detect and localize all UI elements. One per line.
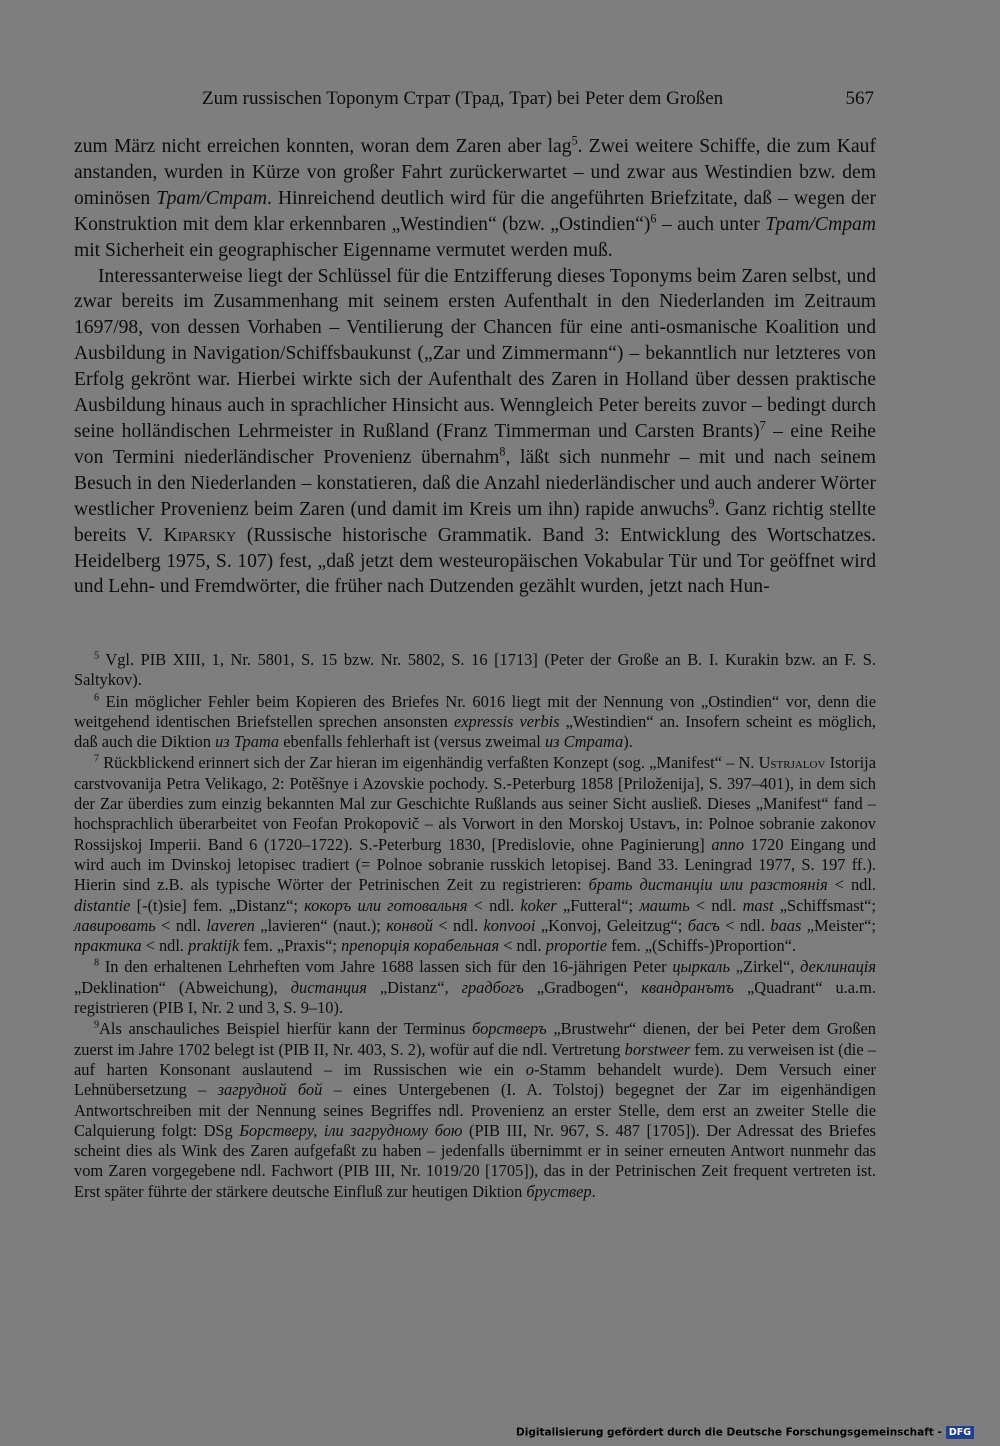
cyrillic-term: препорція корабельная xyxy=(341,936,500,956)
text-run: In den erhaltenen Lehrheften vom Jahre 1688 lassen sich für den 16-jährigen Peter xyxy=(99,957,673,977)
text-run: zum März nicht erreichen konnten, woran dem Zaren aber lag xyxy=(74,136,572,157)
text-run: < ndl. xyxy=(719,915,771,935)
dutch-term: proportie xyxy=(545,936,607,956)
author-name: Kiparsky xyxy=(163,524,237,546)
text-run: ebenfalls fehlerhaft ist (versus zweimal xyxy=(279,732,545,752)
text-run: Vgl. PIB XIII, 1, Nr. 5801, S. 15 bzw. Nr. 5802, S. 16 [1713] (Peter der Große an B. I. Kurakin bzw. an F. S. Saltykov). xyxy=(74,650,876,690)
text-run: [-(t)sie] fem. „Distanz“; xyxy=(130,895,305,915)
cyrillic-term: бруствер xyxy=(526,1181,592,1201)
credit-text: Digitalisierung gefördert durch die Deutsche Forschungsgemeinschaft - xyxy=(516,1426,942,1439)
cyrillic-term: Трат/Страт xyxy=(156,187,268,209)
footnote-ref-5: 5 xyxy=(571,133,578,148)
text-run: fem. „(Schiffs-)Proportion“. xyxy=(607,936,797,956)
text-run: fem. zu verweisen ist (die – auf harten Konsonant auslautend – im Russischen wie ein xyxy=(74,1039,876,1079)
stem-letter: o xyxy=(525,1059,534,1079)
cyrillic-term: борстверъ xyxy=(472,1019,547,1039)
cyrillic-term: Трат/Страт xyxy=(765,213,876,235)
text-run: „Futteral“; xyxy=(556,895,640,915)
cyrillic-term: кокоръ или готовальня xyxy=(304,895,468,915)
cyrillic-term: деклинація xyxy=(800,957,876,977)
cyrillic-term: лавировать xyxy=(74,915,156,935)
text-run: < ndl. xyxy=(499,936,546,956)
cyrillic-term: практика xyxy=(74,936,142,956)
text-run: . xyxy=(591,1181,596,1201)
footnote-6 xyxy=(74,692,876,753)
cyrillic-term: загрудной бой xyxy=(217,1080,323,1100)
footnote-number: 6 xyxy=(94,692,100,704)
text-run: fem. „Praxis“; xyxy=(239,936,342,956)
cyrillic-term: градбогъ xyxy=(461,977,524,997)
text-run: „Distanz“, xyxy=(366,977,462,997)
main-text xyxy=(74,134,876,600)
digitization-credit xyxy=(516,1426,974,1439)
text-run: „Quadrant“ u.a.m. registrieren (PIB I, Nr. 2 und 3, S. 9–10). xyxy=(74,977,877,1018)
dutch-term: borstweer xyxy=(624,1039,691,1059)
text-run: < ndl. xyxy=(467,895,521,915)
text-run: -Stamm behandelt wurde). Dem Versuch einer Lehnübersetzung – xyxy=(74,1059,876,1100)
footnote-number: 9 xyxy=(94,1019,100,1031)
dutch-term: konvooi xyxy=(483,915,536,935)
dutch-term: distantie xyxy=(74,895,131,915)
text-run: „Deklination“ (Abweichung), xyxy=(74,977,291,997)
text-run: – eines Untergebenen (I. A. Tolstoj) begegnet der Zar im eigenhändigen Antwortschreiben mit der Nennung seines Begriffes ndl. Provenienz an erster Stelle, dem erst an zweiter Stelle die Calquierung folgt: DSg xyxy=(74,1080,876,1140)
running-title: Zum russischen Toponym Страт (Трад, Трат) bei Peter dem Großen xyxy=(202,88,724,109)
text-run: < ndl. xyxy=(827,875,877,895)
text-run: „Schiffsmast“; xyxy=(773,895,876,915)
text-run: < ndl. xyxy=(155,915,207,935)
text-run: Interessanterweise liegt der Schlüssel für die Entzifferung dieses Toponyms beim Zaren selbst, und zwar bereits im Zusammenhang mit seinem ersten Aufenthalt in den Niederlanden im Zeitraum 1697/98, von dessen Vorhaben – Ventilierung der Chancen für eine anti-osmanische Koalition und Ausbildung in Navigation/Schiffsbaukunst („Zar und Zimmermann“) – bekanntlich nur letzteres von Erfolg gekrönt war. Hierbei wirkte sich der Aufenthalt des Zaren in Holland über dessen praktische Ausbildung hinaus auch in sprachlicher Hinsicht aus. Wenngleich Peter bereits zuvor – bedingt durch seine holländischen Lehrmeister in Rußland (Franz Timmerman und Carsten Brants) xyxy=(74,265,876,442)
footnote-ref-9: 9 xyxy=(708,496,715,511)
text-run: , läßt sich nunmehr – mit und nach seinem Besuch in den Niederlanden – konstatieren, daß die Anzahl niederländischer und auch anderer Wörter westlicher Provenienz beim Zaren (und damit im Kreis um ihn) rapide anwuchs xyxy=(74,446,876,520)
text-run: . Zwei weitere Schiffe, die zum Kauf anstanden, wurden in Kürze von großer Fahrt zurückerwartet – und zwar aus Westindien bzw. dem ominösen xyxy=(74,136,876,209)
cyrillic-term: Борстверу, іли загрудному бою xyxy=(239,1120,463,1140)
footnote-number: 7 xyxy=(94,754,100,766)
text-run: „Konvoj, Geleitzug“; xyxy=(535,915,688,935)
author-name: Ustrjalov xyxy=(758,753,826,773)
text-run: < ndl. xyxy=(432,915,484,935)
cyrillic-term: дистанция xyxy=(290,977,367,997)
text-run: . Hinreichend deutlich wird für die angeführten Briefzitate, daß – wegen der Konstruktion mit dem klar erkennbaren „Westindien“ (bzw. „Ostindien“) xyxy=(74,187,877,235)
text-run: (PIB III, Nr. 967, S. 487 [1705]). Der Adressat des Briefes scheint dies als Wink des Zaren aufgefaßt zu haben – jedenfalls übernimmt er in seiner erneuten Antwort nunmehr das vom Zaren vorgegebene ndl. Fachwort (PIB III, Nr. 1019/20 [1705]), das in der Petrinischen Zeit frequent vertreten ist. Erst später führte der stärkere deutsche Einfluß zur heutigen Diktion xyxy=(74,1120,876,1201)
latin-phrase: expressis verbis xyxy=(453,711,560,731)
text-run: < ndl. xyxy=(689,895,743,915)
footnote-9 xyxy=(74,1019,876,1202)
cyrillic-term: цыркаль xyxy=(672,957,730,977)
cyrillic-term: брать дистанціи или разстоянія xyxy=(588,875,828,895)
dfg-logo: DFG xyxy=(946,1426,974,1439)
text-run: 1720 Eingang und wird auch im Dvinskoj letopisec tradiert (= Polnoe sobranie russkich letopisej. Band 33. Leningrad 1977, S. 197 ff.). Hierin sind z.B. als typische Wörter der Petrinischen Zeit zu registrieren: xyxy=(74,834,876,895)
paragraph-2 xyxy=(74,264,876,601)
text-run: „lavieren“ (naut.); xyxy=(254,915,387,935)
text-run: Als anschauliches Beispiel hierfür kann der Terminus xyxy=(99,1019,473,1039)
footnote-number: 5 xyxy=(94,650,100,662)
text-run: Ein möglicher Fehler beim Kopieren des Briefes Nr. 6016 liegt mit der Nennung von „Ostindien“ vor, denn die weitgehend identischen Briefstellen sprechen ansonsten xyxy=(74,691,876,731)
text-run: ). xyxy=(623,732,633,752)
text-run: „Gradbogen“, xyxy=(523,977,642,997)
text-run: (Russische historische Grammatik. Band 3: Entwicklung des Wortschatzes. Heidelberg 1975, S. 107) fest, „daß jetzt dem westeuropäischen Vokabular Tür und Tor geöffnet wird und Lehn- und Fremdwörter, die früher nach Dutzenden gezählt wurden, jetzt nach Hun- xyxy=(74,524,876,598)
cyrillic-term: квандранътъ xyxy=(641,977,734,997)
cyrillic-term: машть xyxy=(639,895,690,915)
cyrillic-term: из Страта xyxy=(544,732,624,752)
text-run: „Meister“; xyxy=(801,915,876,935)
footnote-ref-6: 6 xyxy=(650,211,657,226)
paragraph-1 xyxy=(74,134,876,264)
footnote-5 xyxy=(74,650,876,691)
footnote-ref-7: 7 xyxy=(759,418,766,433)
footnotes xyxy=(74,650,876,1203)
text-run: < ndl. xyxy=(141,936,189,956)
cyrillic-term: басъ xyxy=(687,915,720,935)
footnote-8 xyxy=(74,957,876,1018)
text-run: mit Sicherheit ein geographischer Eigenname vermutet werden muß. xyxy=(74,239,613,261)
cyrillic-term: из Трата xyxy=(215,732,280,752)
footnote-7 xyxy=(74,753,876,956)
text-run: Istorija carstvovanija Petra Velikago, 2: Potěšnye i Azovskie pochody. S.-Peterburg 1858 [Priloženija], S. 397–401), in dem sich der Zar überdies zum einzig bekannten Mal zur Geschichte Rußlands aus seiner Sicht ausließ. Dieses „Manifest“ fand – hochsprachlich überarbeitet von Feofan Prokopovič – als Vorwort in den Morskoj Ustavъ, in: Polnoe sobranie zakonov Rossijskoj Imperii. Band 6 (1720–1722). S.-Peterburg 1830, [Predislovie, ohne Paginierung] xyxy=(74,753,876,854)
footnote-ref-8: 8 xyxy=(499,444,506,459)
text-run: – eine Reihe von Termini niederländischer Provenienz übernahm xyxy=(74,420,876,468)
latin-phrase: anno xyxy=(711,834,745,854)
page-header xyxy=(70,88,878,118)
text-run: „Brustwehr“ dienen, der bei Peter dem Großen zuerst im Jahre 1702 belegt ist (PIB II, Nr. 403, S. 2), wofür auf die ndl. Vertretung xyxy=(74,1019,876,1059)
text-run: – auch unter xyxy=(656,213,766,235)
text-run: „Zirkel“, xyxy=(729,957,801,977)
text-run: Rückblickend erinnert sich der Zar hieran im eigenhändig verfaßten Konzept (sog. „Manifest“ – N. xyxy=(99,753,759,773)
dutch-term: laveren xyxy=(206,915,255,935)
text-run: „Westindien“ an. Insofern scheint es möglich, daß auch die Diktion xyxy=(74,711,877,752)
cyrillic-term: конвой xyxy=(386,915,433,935)
dutch-term: praktijk xyxy=(188,936,240,956)
dutch-term: baas xyxy=(770,915,802,935)
footnote-number: 8 xyxy=(94,957,100,969)
dutch-term: koker xyxy=(520,895,557,915)
dutch-term: mast xyxy=(742,895,774,915)
text-run: . Ganz richtig stellte bereits V. xyxy=(74,498,877,546)
page-number: 567 xyxy=(845,88,874,109)
